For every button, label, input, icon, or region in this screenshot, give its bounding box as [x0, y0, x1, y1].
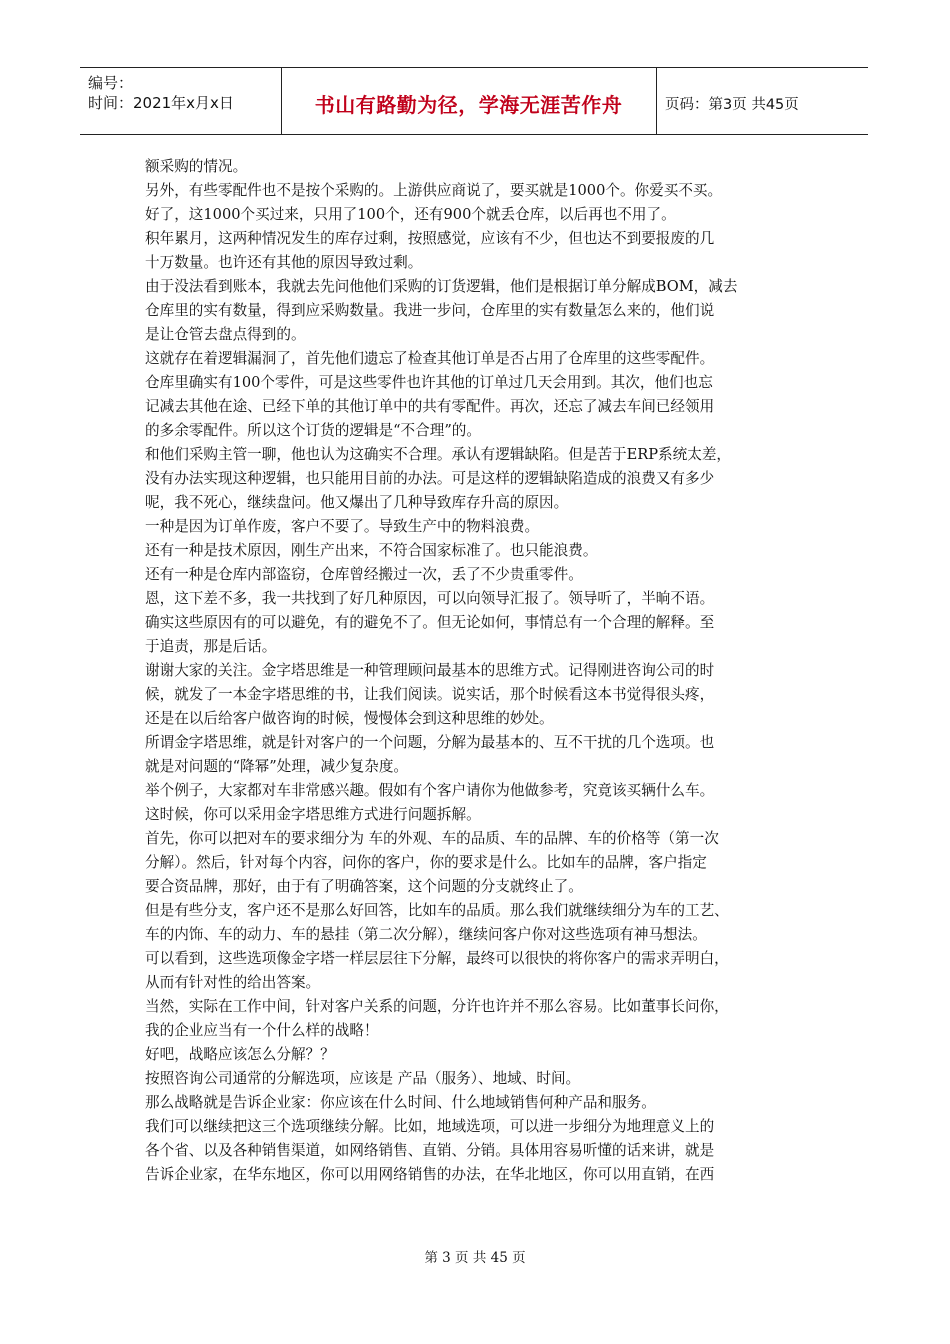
- body-text-line: 这时候，你可以采用金字塔思维方式进行问题拆解。: [145, 806, 481, 823]
- header-meta: [88, 73, 234, 113]
- body-text-line: 确实这些原因有的可以避免，有的避免不了。但无论如何，事情总有一个合理的解释。至: [145, 614, 715, 631]
- header-bottom-rule: [80, 134, 868, 135]
- body-text-line: 要合资品牌，那好，由于有了明确答案，这个问题的分支就终止了。: [145, 878, 583, 895]
- body-text-line: 从而有针对性的给出答案。: [145, 974, 321, 991]
- body-text-line: 没有办法实现这种逻辑，也只能用目前的办法。可是这样的逻辑缺陷造成的浪费又有多少: [145, 470, 715, 487]
- body-text-line: 车的内饰、车的动力、车的悬挂（第二次分解），继续问客户你对这些选项有神马想法。: [145, 926, 707, 943]
- header-top-rule: [80, 67, 868, 68]
- body-text-line: 告诉企业家，在华东地区，你可以用网络销售的办法，在华北地区，你可以用直销，在西: [145, 1166, 715, 1183]
- body-text-line: 好了，这1000个买过来，只用了100个，还有900个就丢仓库，以后再也不用了。: [145, 206, 676, 223]
- body-text-line: 首先，你可以把对车的要求细分为 车的外观、车的品质、车的品牌、车的价格等（第一次: [145, 830, 719, 847]
- body-text-line: 记减去其他在途、已经下单的其他订单中的共有零配件。再次，还忘了减去车间已经领用: [145, 398, 715, 415]
- header-divider-right: [656, 67, 657, 135]
- body-text-line: 仓库里的实有数量，得到应采购数量。我进一步问，仓库里的实有数量怎么来的，他们说: [145, 302, 715, 319]
- document-body: [145, 155, 825, 1187]
- body-text-line: 但是有些分支，客户还不是那么好回答，比如车的品质。那么我们就继续细分为车的工艺、: [145, 902, 729, 919]
- body-text-line: 于追责，那是后话。: [145, 638, 277, 655]
- body-text-line: 各个省、以及各种销售渠道，如网络销售、直销、分销。具体用容易听懂的话来讲，就是: [145, 1142, 715, 1159]
- body-text-line: 我的企业应当有一个什么样的战略！: [145, 1022, 379, 1039]
- body-text-line: 所谓金字塔思维，就是针对客户的一个问题，分解为最基本的、互不干扰的几个选项。也: [145, 734, 715, 751]
- body-text-line: 还有一种是技术原因，刚生产出来，不符合国家标准了。也只能浪费。: [145, 542, 598, 559]
- body-text-line: 按照咨询公司通常的分解选项，应该是 产品（服务）、地域、时间。: [145, 1070, 581, 1087]
- body-text-line: 由于没法看到账本，我就去先问他他们采购的订货逻辑，他们是根据订单分解成BOM，减去: [145, 278, 738, 295]
- body-text-line: 还是在以后给客户做咨询的时候，慢慢体会到这种思维的妙处。: [145, 710, 554, 727]
- body-text-line: 和他们采购主管一聊，他也认为这确实不合理。承认有逻辑缺陷。但是苦于ERP系统太差，: [145, 446, 732, 463]
- body-text-line: 当然，实际在工作中间，针对客户关系的问题，分许也许并不那么容易。比如董事长问你，: [145, 998, 729, 1015]
- body-text-line: 一种是因为订单作废，客户不要了。导致生产中的物料浪费。: [145, 518, 540, 535]
- page-header: [80, 67, 868, 135]
- body-text-line: 谢谢大家的关注。金字塔思维是一种管理顾问最基本的思维方式。记得刚进咨询公司的时: [145, 662, 715, 679]
- body-text-line: 恩，这下差不多，我一共找到了好几种原因，可以向领导汇报了。领导听了，半晌不语。: [145, 590, 715, 607]
- body-text-line: 的多余零配件。所以这个订货的逻辑是“不合理”的。: [145, 422, 481, 439]
- body-text-line: 还有一种是仓库内部盗窃，仓库曾经搬过一次，丢了不少贵重零件。: [145, 566, 583, 583]
- body-text-line: 举个例子，大家都对车非常感兴趣。假如有个客户请你为他做参考，究竟该买辆什么车。: [145, 782, 715, 799]
- document-date: 时间：2021年x月x日: [88, 94, 234, 112]
- body-text-line: 我们可以继续把这三个选项继续分解。比如，地域选项，可以进一步细分为地理意义上的: [145, 1118, 715, 1135]
- body-text-line: 候，就发了一本金字塔思维的书，让我们阅读。说实话，那个时候看这本书觉得很头疼，: [145, 686, 715, 703]
- body-text-line: 积年累月，这两种情况发生的库存过剩，按照感觉，应该有不少，但也达不到要报废的几: [145, 230, 715, 247]
- body-text-line: 可以看到，这些选项像金字塔一样层层往下分解，最终可以很快的将你客户的需求弄明白，: [145, 950, 729, 967]
- body-text-line: 就是对问题的“降幂”处理，减少复杂度。: [145, 758, 409, 775]
- header-motto: 书山有路勤为径，学海无涯苦作舟: [314, 93, 623, 117]
- body-text-line: 十万数量。也许还有其他的原因导致过剩。: [145, 254, 423, 271]
- header-page-number: 页码：第3页 共45页: [665, 97, 799, 113]
- body-text-line: 是让仓管去盘点得到的。: [145, 326, 306, 343]
- body-text-line: 好吧，战略应该怎么分解？？: [145, 1046, 335, 1063]
- body-text-line: 那么战略就是告诉企业家：你应该在什么时间、什么地域销售何种产品和服务。: [145, 1094, 656, 1111]
- document-number-label: 编号：: [88, 74, 134, 92]
- body-text-line: 这就存在着逻辑漏洞了，首先他们遗忘了检查其他订单是否占用了仓库里的这些零配件。: [145, 350, 715, 367]
- page-footer: 第 3 页 共 45 页: [424, 1250, 526, 1266]
- body-text-line: 仓库里确实有100个零件，可是这些零件也许其他的订单过几天会用到。其次，他们也忘: [145, 374, 713, 391]
- body-text-line: 呢，我不死心，继续盘问。他又爆出了几种导致库存升高的原因。: [145, 494, 569, 511]
- body-text-line: 分解）。然后，针对每个内容，问你的客户，你的要求是什么。比如车的品牌，客户指定: [145, 854, 707, 871]
- body-text-line: 另外，有些零配件也不是按个采购的。上游供应商说了，要买就是1000个。你爱买不买。: [145, 182, 723, 199]
- body-text-line: 额采购的情况。: [145, 158, 248, 175]
